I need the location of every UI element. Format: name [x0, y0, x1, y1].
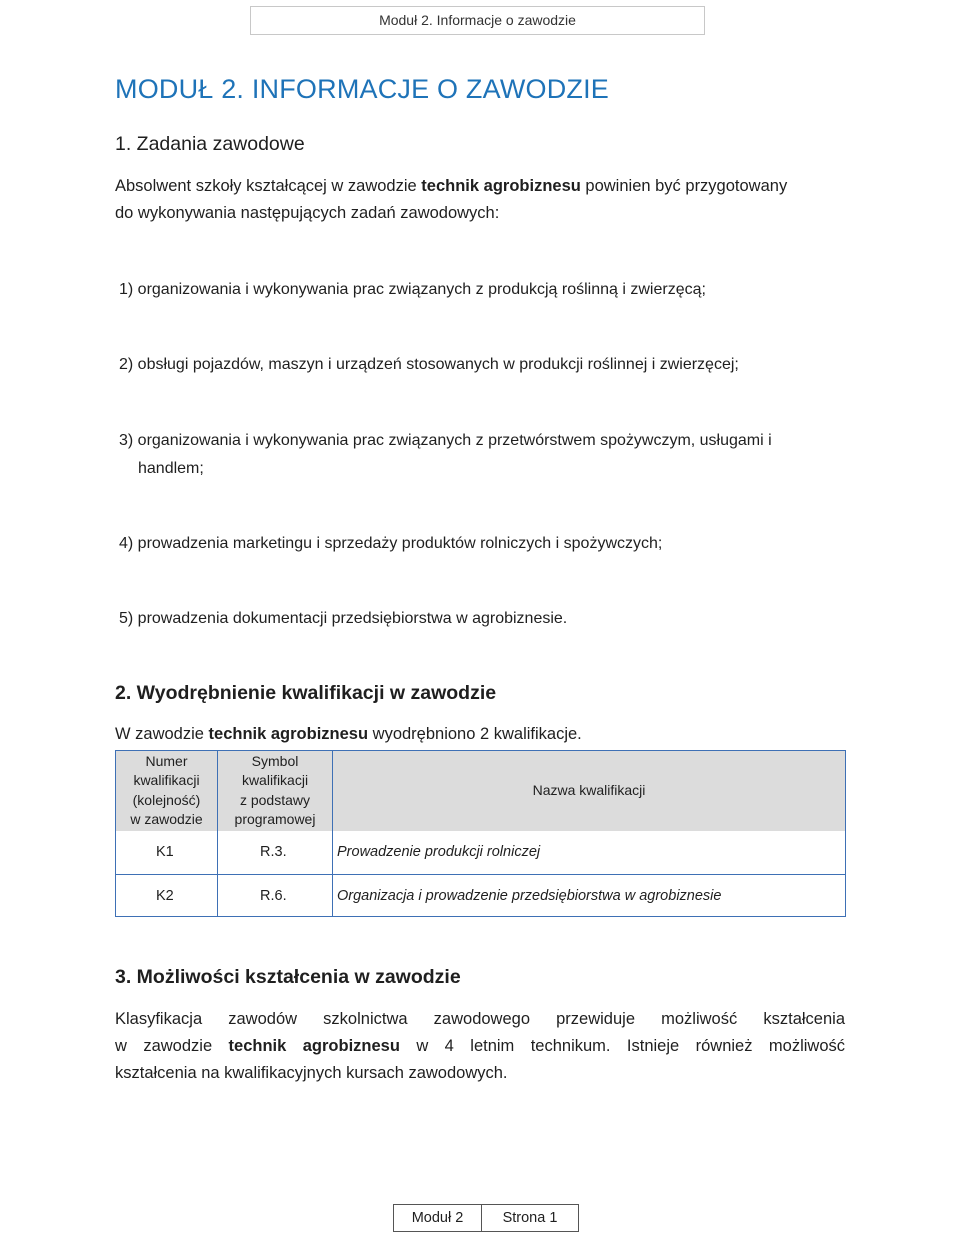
profession-name: technik agrobiznesu: [208, 725, 369, 743]
section-3-body: [115, 1006, 845, 1087]
intro-text: W zawodzie: [115, 725, 209, 743]
task-line-continued: handlem;: [138, 460, 204, 477]
section-1-heading: 1. Zadania zawodowe: [115, 133, 305, 155]
qualifications-table: [115, 750, 846, 917]
task-item: 1) organizowania i wykonywania prac związanych z produkcją roślinną i zwierzęcą;: [119, 281, 706, 298]
intro-text: powinien być przygotowany: [580, 177, 788, 195]
section-1-intro: [115, 173, 845, 227]
footer-module-label: Moduł 2: [393, 1204, 481, 1232]
intro-text: wyodrębniono 2 kwalifikacje.: [368, 725, 582, 743]
intro-text: Absolwent szkoły kształcącej w zawodzie: [115, 177, 422, 195]
qualification-name: Prowadzenie produkcji rolniczej: [333, 831, 846, 875]
qualification-symbol: R.3.: [218, 831, 333, 875]
body-line: kształcenia na kwalifikacyjnych kursach zawodowych.: [115, 1064, 508, 1082]
section-3-heading: 3. Możliwości kształcenia w zawodzie: [115, 966, 461, 988]
section-2-intro: [115, 721, 845, 748]
profession-name: technik agrobiznesu: [228, 1037, 400, 1055]
body-line: w zawodzie technik agrobiznesu w 4 letnim technikum. Istnieje również możliwość: [115, 1037, 845, 1055]
task-item: 2) obsługi pojazdów, maszyn i urządzeń stosowanych w produkcji roślinnej i zwierzęcej;: [119, 356, 739, 373]
qualification-number: K1: [116, 831, 218, 875]
intro-text: do wykonywania następujących zadań zawodowych:: [115, 204, 500, 222]
task-item: 5) prowadzenia dokumentacji przedsiębiorstwa w agrobiznesie.: [119, 610, 568, 627]
profession-name: technik agrobiznesu: [421, 177, 581, 195]
module-title: MODUŁ 2. INFORMACJE O ZAWODZIE: [115, 74, 610, 104]
qualification-name: Organizacja i prowadzenie przedsiębiorstwa w agrobiznesie: [333, 875, 846, 917]
qualification-number: K2: [116, 875, 218, 917]
task-item: 4) prowadzenia marketingu i sprzedaży produktów rolniczych i spożywczych;: [119, 535, 663, 552]
table-row: [116, 875, 846, 917]
header-symbol: Symbol kwalifikacji z podstawy programowej: [218, 751, 333, 831]
body-line: Klasyfikacja zawodów szkolnictwa zawodowego przewiduje możliwość kształcenia: [115, 1010, 845, 1028]
task-line: 3) organizowania i wykonywania prac związanych z przetwórstwem spożywczym, usługami i: [119, 432, 772, 449]
table-row: [116, 831, 846, 875]
header-number: Numer kwalifikacji (kolejność) w zawodzie: [116, 751, 218, 831]
running-header: Moduł 2. Informacje o zawodzie: [250, 6, 705, 35]
header-name: Nazwa kwalifikacji: [333, 751, 846, 831]
table-header-row: [116, 751, 846, 831]
qualification-symbol: R.6.: [218, 875, 333, 917]
task-item: [119, 427, 845, 483]
footer-page-number: Strona 1: [481, 1204, 579, 1232]
section-2-heading: 2. Wyodrębnienie kwalifikacji w zawodzie: [115, 682, 497, 704]
